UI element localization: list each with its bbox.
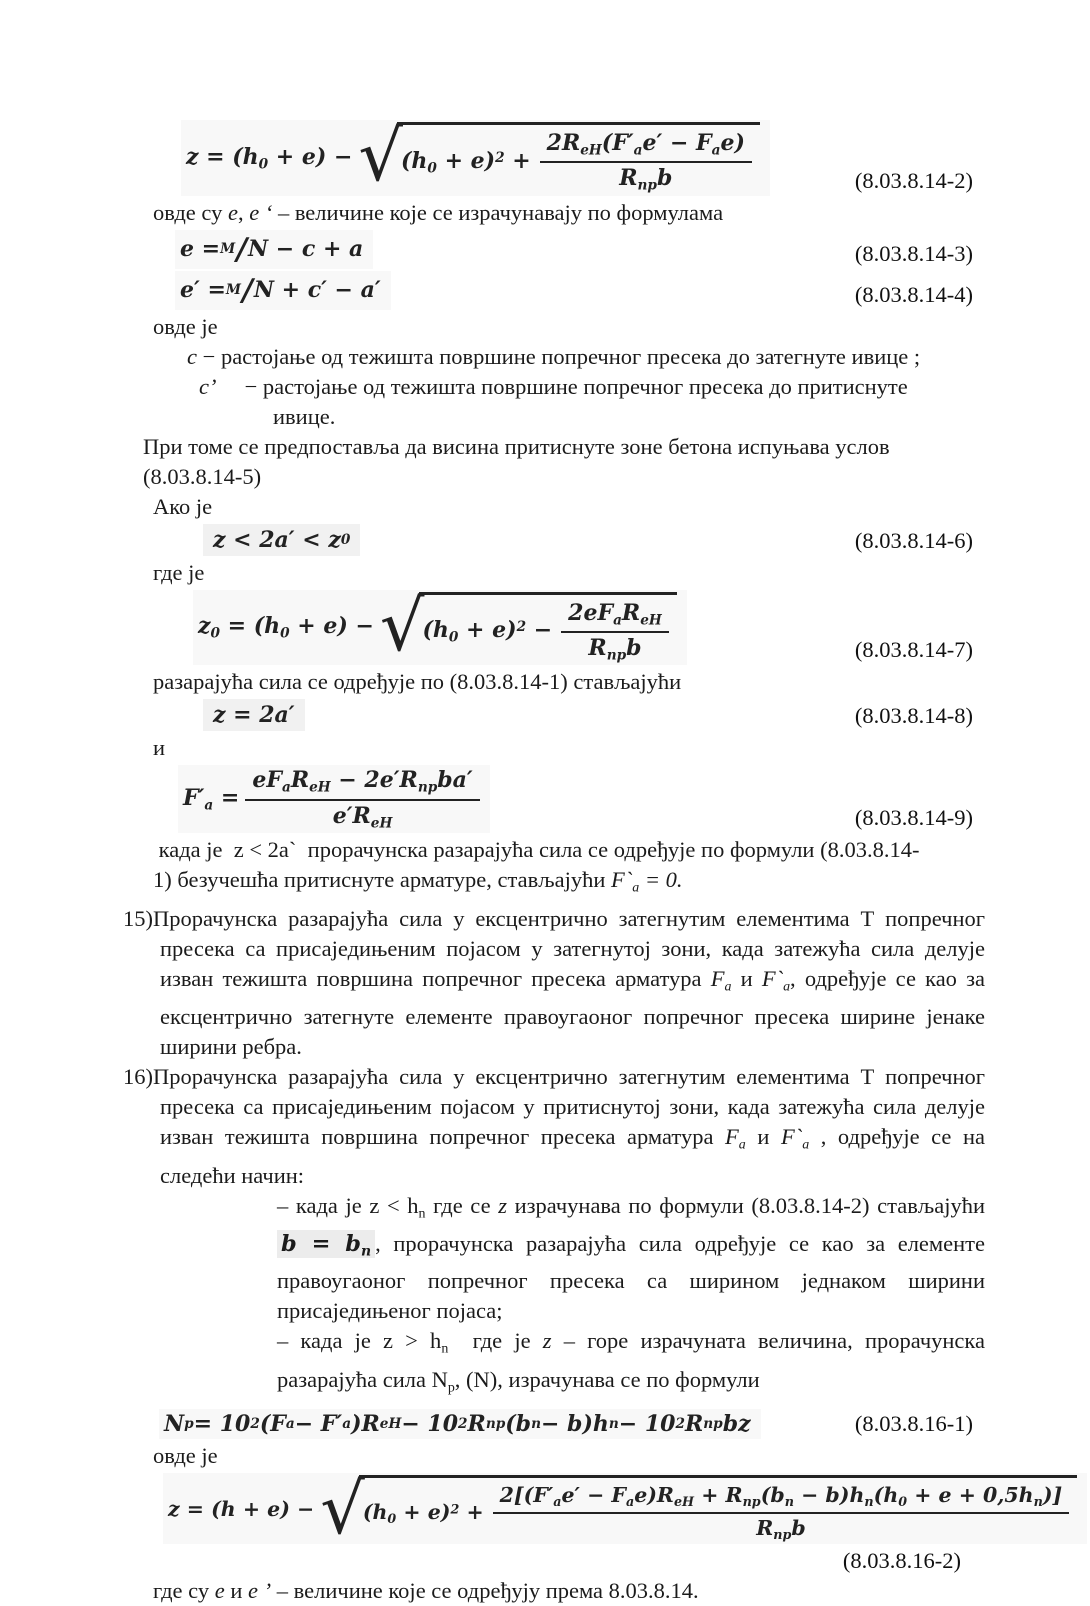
fraction-denominator: $R_{пр}b$ [619, 165, 673, 194]
dash-line: – када је $z < h_n$ где се z израчунава по формули (8.03.8.14-2) стављајући [277, 1192, 985, 1221]
paragraph-line: изван тежишта површина попречног пресека арматура $F_a$ и $F`_a$, одређује се као за [160, 965, 985, 995]
equation-lhs: $F'_a$ = [183, 785, 240, 814]
dash-line: разарајућа сила $N_p$, (N), израчунава се по формули [277, 1366, 760, 1396]
radicand-lead: $(h_0 + e)^2$ + [401, 147, 531, 177]
equation-row-16-1 [159, 1409, 985, 1439]
square-root [320, 1468, 1077, 1551]
equation-label-16-2: (8.03.8.16-2) [842, 1548, 961, 1574]
text-line: При томе се предпоставља да висина притиснуте зоне бетона испуњава услов [143, 433, 890, 459]
equation-lead: $z = (h_0 + e)$ − [186, 143, 353, 173]
equation-row-14-7 [193, 584, 985, 667]
fraction-denominator: $R_{пр}b$ [756, 1516, 806, 1543]
fraction-numerator: $2[(F'_ae' - F_ae)R_{еН} + R_{пр}(b_п - b)h_п(h_0 + e + 0,5h_п)]$ [493, 1483, 1070, 1514]
equation-16-1: N p = 10 2 (F a − F′ a )R еН − 10 2 R пр (b п − b)h п − 10 2 R пр bz [159, 1409, 761, 1439]
paragraph-line: 15)Прорачунска разарајућа сила у ексцентрично затегнутим елементима Т попречног [123, 905, 985, 931]
text-line: када је z < 2a` прорачунска разарајућа сила се одређује по формули (8.03.8.14- [153, 837, 920, 863]
equation-label-14-2: (8.03.8.14-2) [854, 167, 973, 193]
equation-14-2 [181, 115, 770, 197]
fraction-numerator: $2eF_aR_{еН}$ [561, 600, 669, 633]
equation-row-14-9 [178, 765, 985, 833]
definition-c: c − растојање од тежишта површине попречног пресека до затегнуте ивице ; [187, 343, 921, 369]
paragraph-line: ширини ребра. [160, 1034, 302, 1060]
paragraph-line: 16)Прорачунска разарајућа сила у ексцентрично затегнутим елементима Т попречног [123, 1064, 985, 1090]
radicand [397, 122, 760, 194]
text-line: где је [153, 559, 205, 585]
square-root [358, 115, 760, 197]
radicand-lead: $(h_0 + e)^2$ + [362, 1499, 484, 1526]
item-16-sub-block [277, 1191, 985, 1404]
equation-14-4: e′ = M / N + c′ − a′ [175, 271, 391, 310]
equation-14-7 [193, 584, 687, 667]
text-line: овде је [153, 1443, 218, 1469]
equation-row-14-3 [175, 230, 985, 269]
fraction [245, 767, 479, 831]
definition-c-prime-cont: ивице. [273, 403, 336, 429]
equation-label-row-16-2 [123, 1546, 985, 1576]
equation-row-16-2 [163, 1468, 1063, 1551]
equation-row-14-6 [203, 524, 985, 556]
fraction-denominator: $e'R_{еН}$ [332, 802, 393, 832]
equation-label-14-8: (8.03.8.14-8) [854, 703, 973, 729]
equation-14-8: z = 2a′ [203, 699, 305, 731]
equation-lead: $z_0 = (h_0 + e)$ − [198, 613, 374, 642]
fraction [561, 600, 669, 664]
equation-label-14-7: (8.03.8.14-7) [854, 637, 973, 663]
equation-label-14-6: (8.03.8.14-6) [854, 527, 973, 553]
fraction [540, 130, 752, 194]
fraction [493, 1483, 1070, 1542]
text-line: где су e и e ’ – величине које се одређују према 8.03.8.14. [153, 1578, 699, 1604]
square-root [379, 584, 677, 667]
inline-equation-b: $b = b_п$ [277, 1230, 375, 1258]
paragraph-line: пресека са присаједињеним појасом у затегнутој зони, када затежућа сила делује [160, 935, 985, 961]
paragraph-line: ексцентрично затегнуте елементе правоугаоног попречног пресека ширине јенаке [160, 1004, 985, 1030]
equation-label-14-4: (8.03.8.14-4) [854, 281, 973, 307]
equation-14-9 [178, 765, 490, 833]
text-line: 1) безучешћа притиснуте арматуре, стављајући $F`_a = 0$. [153, 867, 683, 896]
paragraph-line: изван тежишта површина попречног пресека арматура $F_a$ и $F`_a$ , одређује се на [160, 1124, 985, 1153]
equation-14-3: e = M / N − c + a [175, 230, 373, 269]
equation-14-6: z < 2a′ < z 0 [203, 524, 360, 556]
equation-row-14-8 [203, 699, 985, 731]
equation-row-14-4 [175, 271, 985, 310]
paragraph-15 [123, 904, 985, 1062]
dash-line-text: , прорачунска разарајућа сила одређује се као за елементе [375, 1230, 985, 1256]
radicand [419, 592, 677, 664]
radicand [359, 1475, 1077, 1542]
equation-row-14-2 [181, 115, 985, 197]
radical-sign: √ [320, 1468, 365, 1551]
equation-label-14-9: (8.03.8.14-9) [854, 805, 973, 831]
equation-lead: z = (h + e) − [168, 1496, 315, 1521]
text-line: и [153, 735, 166, 761]
definition-c-prime: c’ − растојање од тежишта површине попречног пресека до притиснуте [199, 373, 908, 399]
fraction-numerator: $eF_aR_{еН} - 2e'R_{пр}ba'$ [245, 767, 479, 800]
paragraph-line: следећи начин: [160, 1162, 305, 1188]
text-line: овде је [153, 313, 218, 339]
dash-line: присаједињеног појаса; [277, 1298, 503, 1324]
text-line: разарајућа сила се одређује по (8.03.8.14-1) стављајући [153, 669, 682, 695]
radical-sign: √ [379, 584, 425, 667]
dash-line: – када је $z > h_n$ где је z – горе израчуната величина, прорачунска [277, 1328, 985, 1357]
fraction-denominator: $R_{пр}b$ [588, 635, 642, 664]
paragraph-16 [123, 1062, 985, 1190]
equation-label-14-5: (8.03.8.14-5) [143, 463, 262, 489]
fraction-numerator: $2R_{еН}(F'_ae' - F_ae)$ [540, 130, 752, 163]
radical-sign: √ [358, 115, 404, 197]
equation-16-2 [163, 1468, 1087, 1551]
text-line: Ако је [153, 493, 213, 519]
text-line: овде су e, e ʻ – величине које се израчунавају по формулама [153, 199, 724, 225]
dash-line [277, 1229, 985, 1266]
radicand-lead: $(h_0 + e)^2$ − [422, 617, 553, 646]
equation-label-16-1: (8.03.8.16-1) [854, 1411, 973, 1437]
dash-line: правоугаоног попречног пресека са ширином једнаком ширини [277, 1268, 985, 1294]
paragraph-line: пресека са присаједињеним појасом у притиснутој зони, када затежућа сила делује [160, 1094, 985, 1120]
equation-label-14-3: (8.03.8.14-3) [854, 240, 973, 266]
